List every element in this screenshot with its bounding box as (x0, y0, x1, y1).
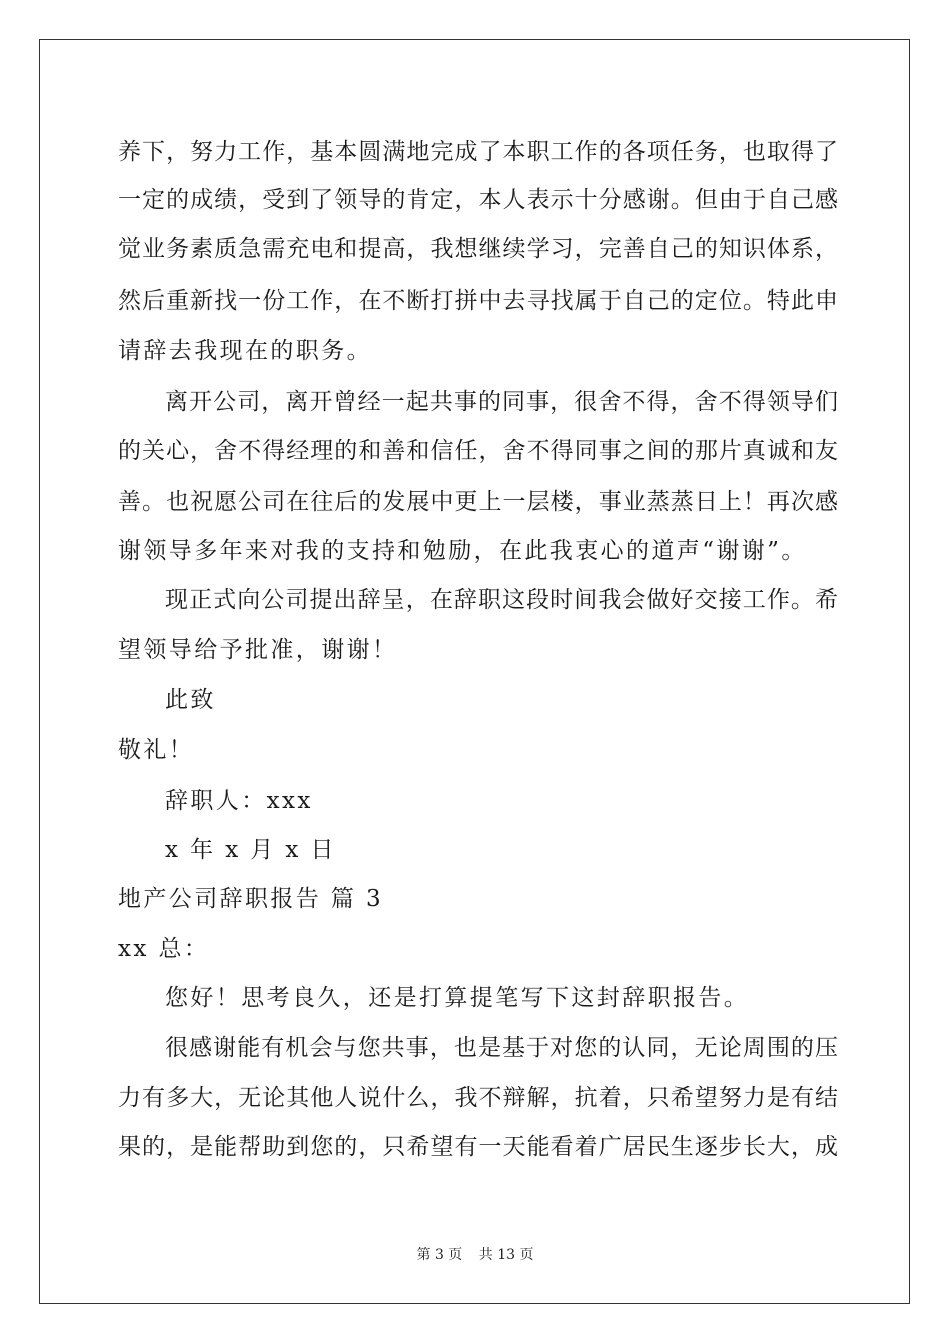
paragraph-first-line: 离开公司，离开曾经一起共事的同事，很舍不得，舍不得领导们 (165, 389, 838, 415)
text-line: 养下，努力工作，基本圆满地完成了本职工作的各项任务，也取得了 (118, 139, 838, 165)
page-number: 第 3 页 (416, 1247, 463, 1263)
section-heading: 地产公司辞职报告 篇 3 (118, 886, 384, 912)
paragraph-first-line: 您好！思考良久，还是打算提笔写下这封辞职报告。 (165, 985, 750, 1011)
paragraph-first-line: 现正式向公司提出辞呈，在辞职这段时间我会做好交接工作。希 (165, 587, 838, 613)
text-line: 望领导给予批准，谢谢！ (118, 637, 398, 663)
page-total: 共 13 页 (478, 1247, 534, 1263)
text-line: 善。也祝愿公司在往后的发展中更上一层楼，事业蒸蒸日上！再次感 (118, 489, 838, 515)
text-line: 觉业务素质急需充电和提高，我想继续学习，完善自己的知识体系， (118, 236, 838, 262)
text-line: 果的，是能帮助到您的，只希望有一天能看着广居民生逐步长大，成 (118, 1134, 838, 1160)
closing-salutation: 此致 (165, 687, 216, 713)
signature-name: 辞职人：xxx (165, 788, 313, 814)
page-footer (0, 1246, 950, 1264)
closing-regards: 敬礼！ (118, 737, 195, 763)
text-line: 请辞去我现在的职务。 (118, 338, 372, 364)
text-line: 然后重新找一份工作，在不断打拼中去寻找属于自己的定位。特此申 (118, 288, 838, 314)
text-line: 谢领导多年来对我的支持和勉励，在此我衷心的道声“谢谢”。 (118, 538, 807, 564)
letter-greeting: xx 总： (118, 936, 210, 962)
signature-date: x 年 x 月 x 日 (165, 837, 336, 863)
page-border (39, 39, 910, 1304)
paragraph-first-line: 很感谢能有机会与您共事，也是基于对您的认同，无论周围的压 (165, 1035, 838, 1061)
text-line: 一定的成绩，受到了领导的肯定，本人表示十分感谢。但由于自己感 (118, 187, 838, 213)
text-line: 的关心，舍不得经理的和善和信任，舍不得同事之间的那片真诚和友 (118, 438, 838, 464)
text-line: 力有多大，无论其他人说什么，我不辩解，抗着，只希望努力是有结 (118, 1085, 838, 1111)
